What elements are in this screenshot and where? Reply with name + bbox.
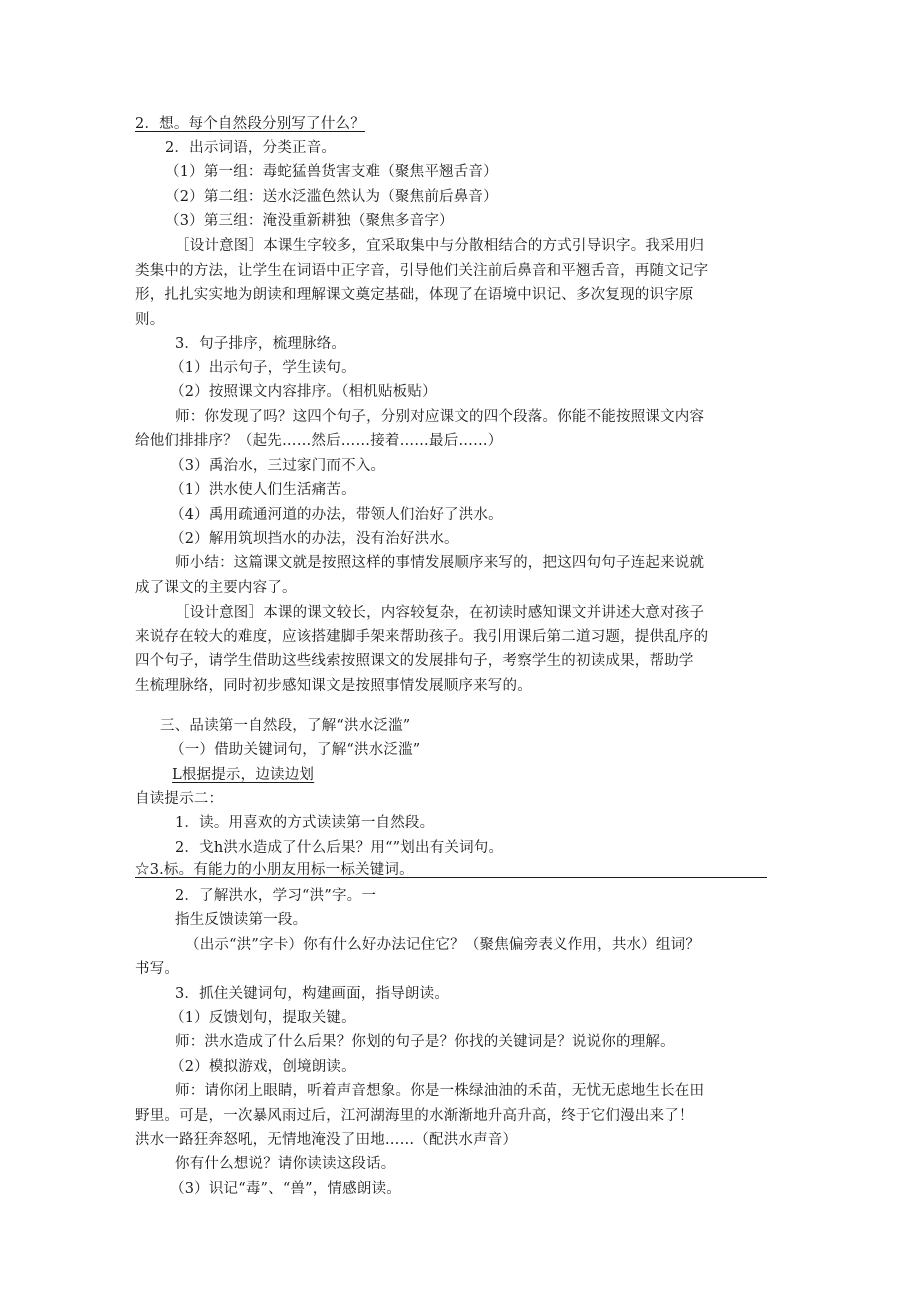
learn-flood-heading: 2．了解洪水，学习“洪”字。一 [175, 888, 377, 904]
tip-1: 1．读。用喜欢的方式读读第一自然段。 [175, 815, 435, 831]
part-three-heading: 三、品读第一自然段，了解“洪水泛滥” [160, 718, 411, 734]
design-intent-1-line-1: ［设计意图］本课生字较多，宜采取集中与分散相结合的方式引导识字。我采用归 [175, 238, 705, 254]
word-group-2: （2）第二组：送水泛滥色然认为（聚焦前后鼻音） [165, 189, 498, 205]
design-intent-2-line-3: 四个句子，请学生借助这些线索按照课文的发展排句子，考察学生的初读成果，帮助学 [135, 653, 694, 669]
ask-read-line: 你有什么想说？请你读读这段话。 [175, 1156, 396, 1172]
summary-line-2: 成了课文的主要内容了。 [135, 580, 297, 596]
divider-rule [135, 877, 767, 878]
sentence-1: （1）洪水使人们生活痛苦。 [170, 482, 356, 498]
part-three-subheading: （一）借助关键词句，了解“洪水泛滥” [170, 742, 421, 758]
think-heading-num: 2 [135, 116, 145, 132]
character-card-line-2: 书写。 [135, 961, 180, 977]
character-card-line-1: （出示“洪”字卡）你有什么好办法记住它？（聚焦偏旁表义作用，共水）组词？ [185, 937, 701, 953]
recognize-step: （3）识记“毒”、“兽”，情感朗读。 [170, 1181, 401, 1197]
feedback-line: 指生反馈读第一段。 [175, 912, 308, 928]
order-step-2: （2）按照课文内容排序。（相机贴板贴） [170, 384, 437, 400]
game-step: （2）模拟游戏，创境朗读。 [170, 1059, 356, 1075]
imagine-line-1: 师：请你闭上眼睛，听着声音想象。你是一株绿油油的禾苗，无忧无虑地生长在田 [175, 1083, 705, 1099]
design-intent-2-line-1: ［设计意图］本课的课文较长，内容较复杂，在初读时感知课文并讲述大意对孩子 [175, 605, 705, 621]
teacher-question-2: 师：洪水造成了什么后果？你划的句子是？你找的关键词是？说说你的理解。 [175, 1034, 675, 1050]
imagine-line-2: 野里。可是，一次暴风雨过后，江河湖海里的水渐渐地升高升高，终于它们漫出来了！ [135, 1108, 694, 1124]
self-read-label: 自读提示二： [135, 791, 224, 807]
teacher-question-line-1: 师：你发现了吗？这四个句子，分别对应课文的四个段落。你能不能按照课文内容 [175, 409, 705, 425]
design-intent-1-line-3: 形，扎扎实实地为朗读和理解课文奠定基础，体现了在语境中识记、多次复现的识字原 [135, 287, 694, 303]
teacher-question-line-2: 给他们排排序？（起先……然后……接着……最后……） [135, 433, 503, 449]
sentence-2: （2）解用筑坝挡水的办法，没有治好洪水。 [170, 531, 459, 547]
tip-2: 2．戈h洪水造成了什么后果？用“”划出有关词句。 [175, 840, 504, 856]
design-intent-2-line-2: 来说存在较大的难度，应该搭建脚手架来帮助孩子。我引用课后第二道习题，提供乱序的 [135, 629, 709, 645]
summary-line-1: 师小结：这篇课文就是按照这样的事情发展顺序来写的，把这四句句子连起来说就 [175, 555, 705, 571]
think-heading-text: ．想。每个自然段分别写了什么？ [144, 116, 365, 132]
feedback-step: （1）反馈划句，提取关键。 [170, 1010, 356, 1026]
word-group-1: （1）第一组：毒蛇猛兽货害支难（聚焦平翘舌音） [165, 164, 498, 180]
prompt-title: L根据提示，边读边划 [172, 767, 315, 783]
key-words-heading: 3．抓住关键词句，构建画面，指导朗读。 [175, 986, 450, 1002]
star-tip: ☆3.标。有能力的小朋友用标一标关键词。 [135, 862, 414, 878]
design-intent-1-line-2: 类集中的方法，让学生在词语中正字音，引导他们关注前后鼻音和平翘舌音，再随文记字 [135, 263, 709, 279]
design-intent-1-line-4: 则。 [135, 312, 165, 328]
words-heading: 2．出示词语，分类正音。 [165, 140, 337, 156]
order-step-1: （1）出示句子，学生读句。 [170, 360, 356, 376]
sentence-3: （3）禹治水，三过家门而不入。 [170, 458, 386, 474]
order-heading: 3．句子排序，梳理脉络。 [175, 336, 347, 352]
imagine-line-3: 洪水一路狂奔怒吼，无情地淹没了田地……（配洪水声音） [135, 1132, 518, 1148]
word-group-3: （3）第三组：淹没重新耕独（聚焦多音字） [165, 213, 454, 229]
think-heading [135, 114, 365, 134]
design-intent-2-line-4: 生梳理脉络，同时初步感知课文是按照事情发展顺序来写的。 [135, 678, 532, 694]
sentence-4: （4）禹用疏通河道的办法，带领人们治好了洪水。 [170, 507, 503, 523]
